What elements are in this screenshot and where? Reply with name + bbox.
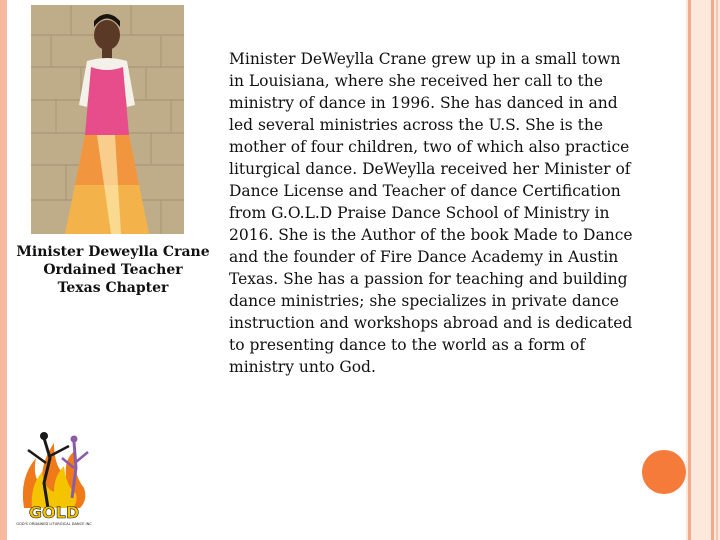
logo-subtext: GOD'S ORDAINED LITURGICAL DANCE INC [16,522,92,526]
caption-chapter: Texas Chapter [57,280,169,296]
portrait-photo [31,5,184,234]
caption-title: Ordained Teacher [43,262,183,278]
orange-circle-decoration [642,450,686,494]
gold-logo [14,428,94,526]
right-border-line [688,0,691,540]
right-decorative-band [686,0,720,540]
logo-wordmark: GOLD [28,503,80,522]
biography-text: Minister DeWeylla Crane grew up in a small town in Louisiana, where she received her call to the ministry of dance in 1996. She has danced in and led several ministries across the U.S. She is the mother of four children, two of which also practice liturgical dance. DeWeylla received her Minister of Dance License and Teacher of dance Certification from G.O.L.D Praise Dance School of Ministry in 2016. She is the Author of the book Made to Dance and the founder of Fire Dance Academy in Austin Texas. She has a passion for teaching and building dance ministries; she specializes in private dance instruction and workshops abroad and is dedicated to presenting dance to the world as a form of ministry unto God. [229,50,633,376]
photo-caption [5,243,221,297]
right-border-line [716,0,718,540]
caption-name: Minister Deweylla Crane [16,244,210,260]
right-border-line [711,0,714,540]
